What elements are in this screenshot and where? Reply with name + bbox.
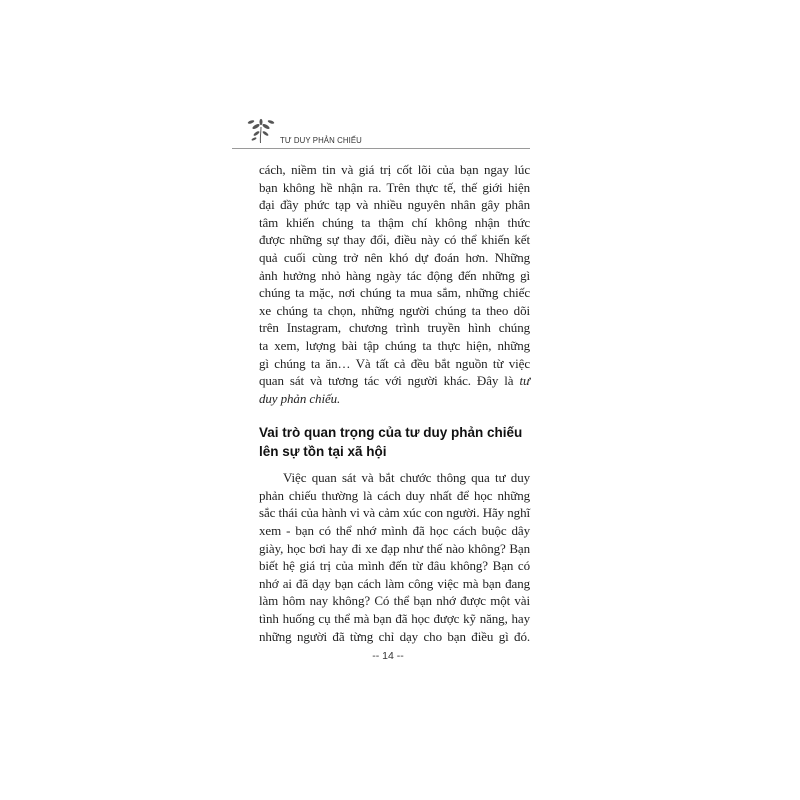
paragraph-line: quả cuối cùng trở nên khó dự đoán hơn. Những bbox=[259, 249, 530, 265]
paragraph-line: cách, niềm tin và giá trị cốt lõi của bạn ngay lúc bbox=[259, 162, 530, 177]
paragraph-line: sắc thái của hành vi và cảm xúc con người. Hãy nghĩ bbox=[259, 505, 530, 521]
italic-term: tư bbox=[519, 373, 530, 389]
italic-term: duy phản chiếu. bbox=[259, 390, 341, 406]
paragraph-line: Việc quan sát và bắt chước thông qua tư duy bbox=[283, 470, 530, 486]
paragraph-2 bbox=[259, 469, 530, 645]
paragraph-line: tâm khiến chúng ta thậm chí không nhận thức bbox=[259, 214, 530, 230]
line-text: quan sát và tương tác với người khác. Đây là bbox=[259, 373, 514, 389]
page-number: -- 14 -- bbox=[372, 650, 404, 662]
paragraph-line: ta xem, lượng bài tập chúng ta thực hiện, những bbox=[259, 337, 530, 353]
paragraph-line: trên Instagram, chương trình truyền hình chúng bbox=[259, 320, 530, 336]
paragraph-line: làm hôm nay không? Có thể bạn nhớ được một vài bbox=[259, 593, 530, 609]
paragraph-line: được những sự thay đổi, điều này có thể khiến kết bbox=[259, 232, 530, 248]
paragraph-line: đại đầy phức tạp và nhiều nguyên nhân gây phân bbox=[259, 197, 530, 213]
running-header-title: TƯ DUY PHẢN CHIẾU bbox=[280, 136, 362, 145]
paragraph-line bbox=[259, 390, 530, 408]
paragraph-line: phản chiếu thường là cách duy nhất để học những bbox=[259, 487, 530, 503]
paragraph-line bbox=[259, 372, 530, 390]
paragraph-line: bạn không hề nhận ra. Trên thực tế, thế giới hiện bbox=[259, 179, 530, 195]
paragraph-line: giày, học bơi hay đi xe đạp như thế nào không? Bạn bbox=[259, 540, 530, 556]
paragraph-line: xem - bạn có thể nhớ mình đã học cách buộc dây bbox=[259, 522, 530, 538]
paragraph-line: nhớ ai đã dạy bạn cách làm công việc mà bạn đang bbox=[259, 575, 530, 591]
heading-line: Vai trò quan trọng của tư duy phản chiếu bbox=[259, 424, 523, 440]
paragraph-line: những người đã từng chỉ dạy cho bạn điều gì đó. bbox=[259, 628, 530, 644]
paragraph-line: gì chúng ta ăn… Và tất cả đều bắt nguồn từ việc bbox=[259, 355, 530, 371]
paragraph-line: ảnh hưởng nhỏ hàng ngày tác động đến những gì bbox=[259, 267, 530, 283]
paragraph-1 bbox=[259, 161, 530, 407]
section-heading bbox=[259, 423, 530, 461]
heading-line: lên sự tồn tại xã hội bbox=[259, 443, 387, 459]
paragraph-line: biết hệ giá trị của mình đến từ đâu không? Bạn có bbox=[259, 558, 530, 574]
paragraph-line: xe chúng ta chọn, những người chúng ta theo dõi bbox=[259, 302, 530, 318]
paragraph-line: chúng ta mặc, nơi chúng ta mua sắm, những chiếc bbox=[259, 285, 530, 301]
paragraph-line: tình huống cụ thể mà bạn đã học được kỹ năng, hay bbox=[259, 610, 530, 626]
leaf-ornament-icon bbox=[245, 118, 277, 144]
header-rule bbox=[232, 148, 530, 149]
